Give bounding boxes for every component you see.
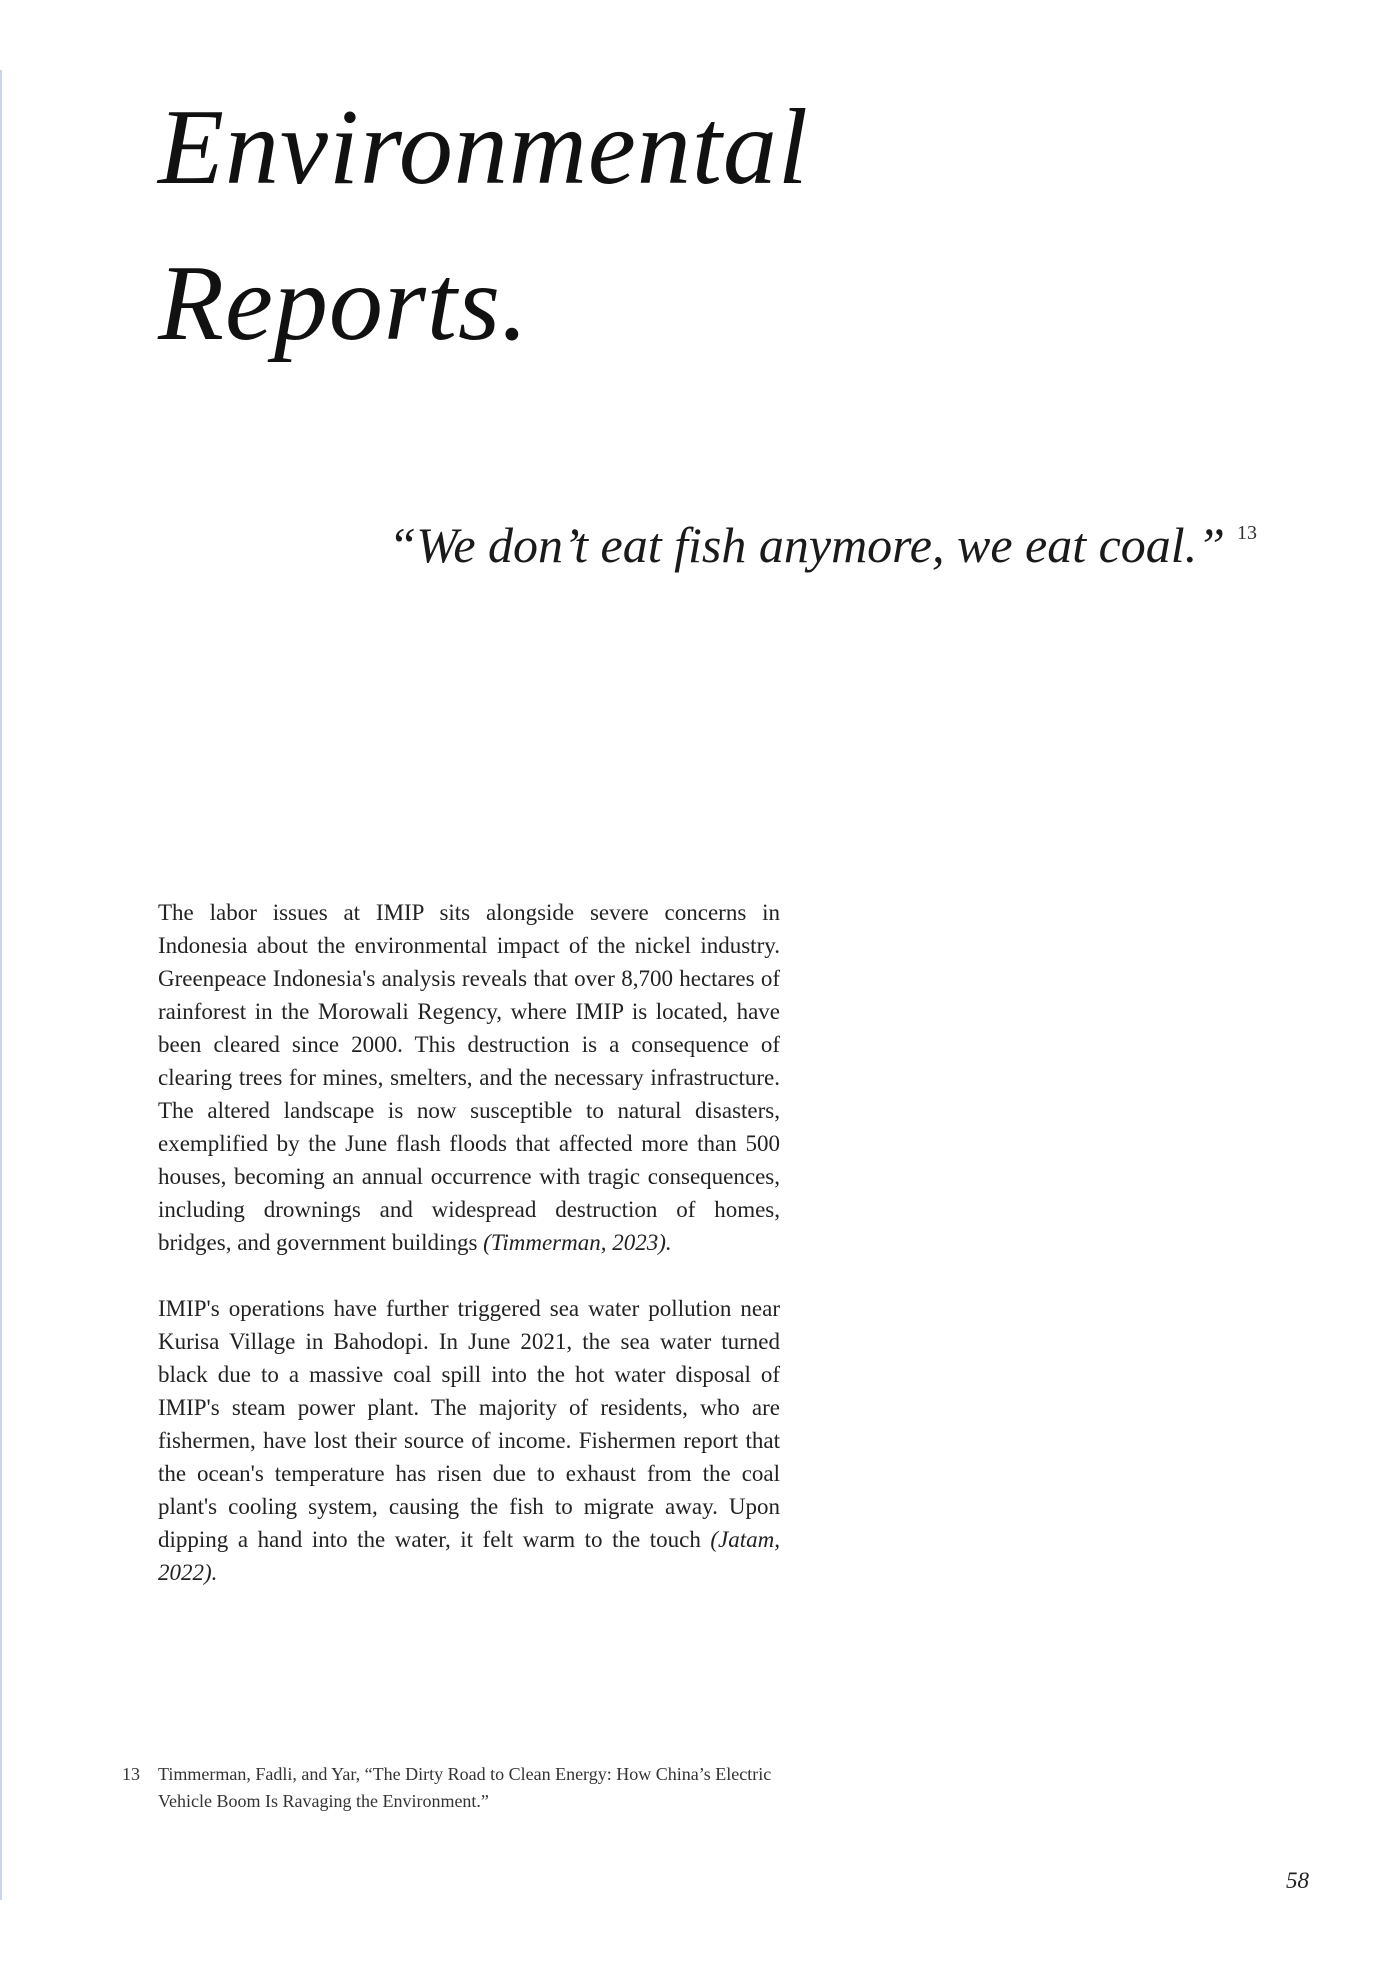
body-text: [158, 896, 780, 1622]
footnote: [122, 1761, 802, 1815]
paragraph-2-citation: (Jatam, 2022).: [158, 1527, 780, 1585]
paragraph-2-text: IMIP's operations have further triggered sea water pollution near Kurisa Village in Bahodopi. In June 2021, the sea water turned black due to a massive coal spill into the hot water disposal of IMIP's steam power plant. The majority of residents, who are fishermen, have lost their source of income. Fishermen report that the ocean's temperature has risen due to exhaust from the coal plant's cooling system, causing the fish to migrate away. Upon dipping a hand into the water, it felt warm to the touch: [158, 1296, 780, 1552]
page-number: 58: [1286, 1868, 1309, 1893]
paragraph-1-text: The labor issues at IMIP sits alongside severe concerns in Indonesia about the environmental impact of the nickel industry. Greenpeace Indonesia's analysis reveals that over 8,700 hectares of rainforest in the Morowali Regency, where IMIP is located, have been cleared since 2000. This destruction is a consequence of clearing trees for mines, smelters, and the necessary infrastructure. The altered landscape is now susceptible to natural disasters, exemplified by the June flash floods that affected more than 500 houses, becoming an annual occurrence with tragic consequences, including drownings and widespread destruction of homes, bridges, and government buildings: [158, 900, 780, 1255]
title-line-2: Reports.: [158, 244, 529, 363]
pull-quote: [388, 515, 1257, 575]
page-title: [158, 70, 809, 382]
paragraph-1-citation: (Timmerman, 2023).: [483, 1230, 672, 1255]
title-line-1: Environmental: [158, 88, 809, 207]
paragraph-2: [158, 1292, 780, 1589]
pull-quote-footnote-ref: 13: [1237, 522, 1257, 544]
pull-quote-text: “We don’t eat fish anymore, we eat coal.”: [388, 517, 1225, 573]
footnote-text: Timmerman, Fadli, and Yar, “The Dirty Road to Clean Energy: How China’s Electric Vehicle Boom Is Ravaging the Environment.”: [158, 1764, 772, 1811]
footnote-number: 13: [122, 1764, 140, 1784]
page-edge-rule: [0, 70, 2, 1900]
paragraph-1: [158, 896, 780, 1259]
